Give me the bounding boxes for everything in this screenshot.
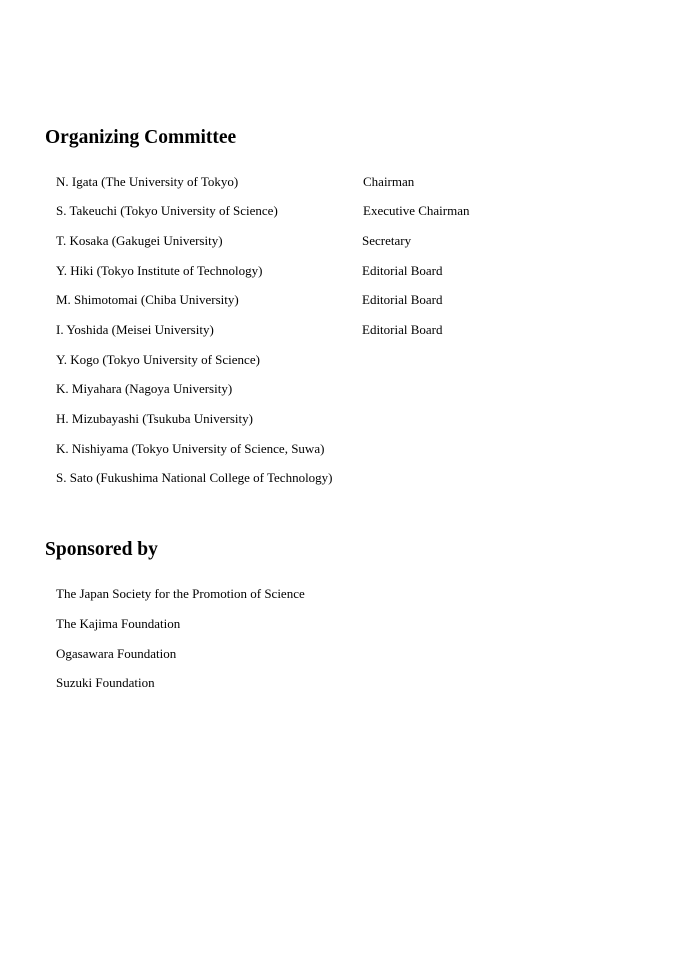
committee-member-row bbox=[56, 410, 616, 428]
member-name: H. Mizubayashi (Tsukuba University) bbox=[56, 411, 253, 426]
committee-member-row bbox=[56, 202, 616, 220]
member-name: Y. Kogo (Tokyo University of Science) bbox=[56, 352, 260, 367]
committee-member-row bbox=[56, 440, 616, 458]
member-role: Editorial Board bbox=[362, 263, 443, 278]
member-name: I. Yoshida (Meisei University) bbox=[56, 322, 214, 337]
member-name: K. Nishiyama (Tokyo University of Science, Suwa) bbox=[56, 441, 325, 456]
member-name: M. Shimotomai (Chiba University) bbox=[56, 292, 239, 307]
sponsored-by-heading: Sponsored by bbox=[45, 539, 158, 560]
sponsor-item: The Japan Society for the Promotion of Science bbox=[56, 586, 305, 601]
committee-member-row bbox=[56, 380, 616, 398]
committee-member-row bbox=[56, 469, 616, 487]
member-name: S. Takeuchi (Tokyo University of Science) bbox=[56, 203, 278, 218]
member-role: Editorial Board bbox=[362, 322, 443, 337]
organizing-committee-heading: Organizing Committee bbox=[45, 127, 237, 148]
sponsor-item: The Kajima Foundation bbox=[56, 616, 181, 631]
committee-member-row bbox=[56, 321, 616, 339]
committee-member-row bbox=[56, 232, 616, 250]
member-role: Secretary bbox=[362, 233, 412, 248]
committee-member-row bbox=[56, 291, 616, 309]
member-name: S. Sato (Fukushima National College of Technology) bbox=[56, 470, 333, 485]
member-role: Chairman bbox=[363, 174, 415, 189]
member-role: Editorial Board bbox=[362, 292, 443, 307]
member-name: K. Miyahara (Nagoya University) bbox=[56, 381, 233, 396]
sponsor-item: Suzuki Foundation bbox=[56, 675, 155, 690]
committee-member-row bbox=[56, 173, 616, 191]
member-role: Executive Chairman bbox=[363, 203, 470, 218]
member-name: N. Igata (The University of Tokyo) bbox=[56, 174, 239, 189]
member-name: T. Kosaka (Gakugei University) bbox=[56, 233, 223, 248]
committee-member-row bbox=[56, 262, 616, 280]
member-name: Y. Hiki (Tokyo Institute of Technology) bbox=[56, 263, 263, 278]
sponsor-item: Ogasawara Foundation bbox=[56, 646, 177, 661]
committee-member-row bbox=[56, 351, 616, 369]
